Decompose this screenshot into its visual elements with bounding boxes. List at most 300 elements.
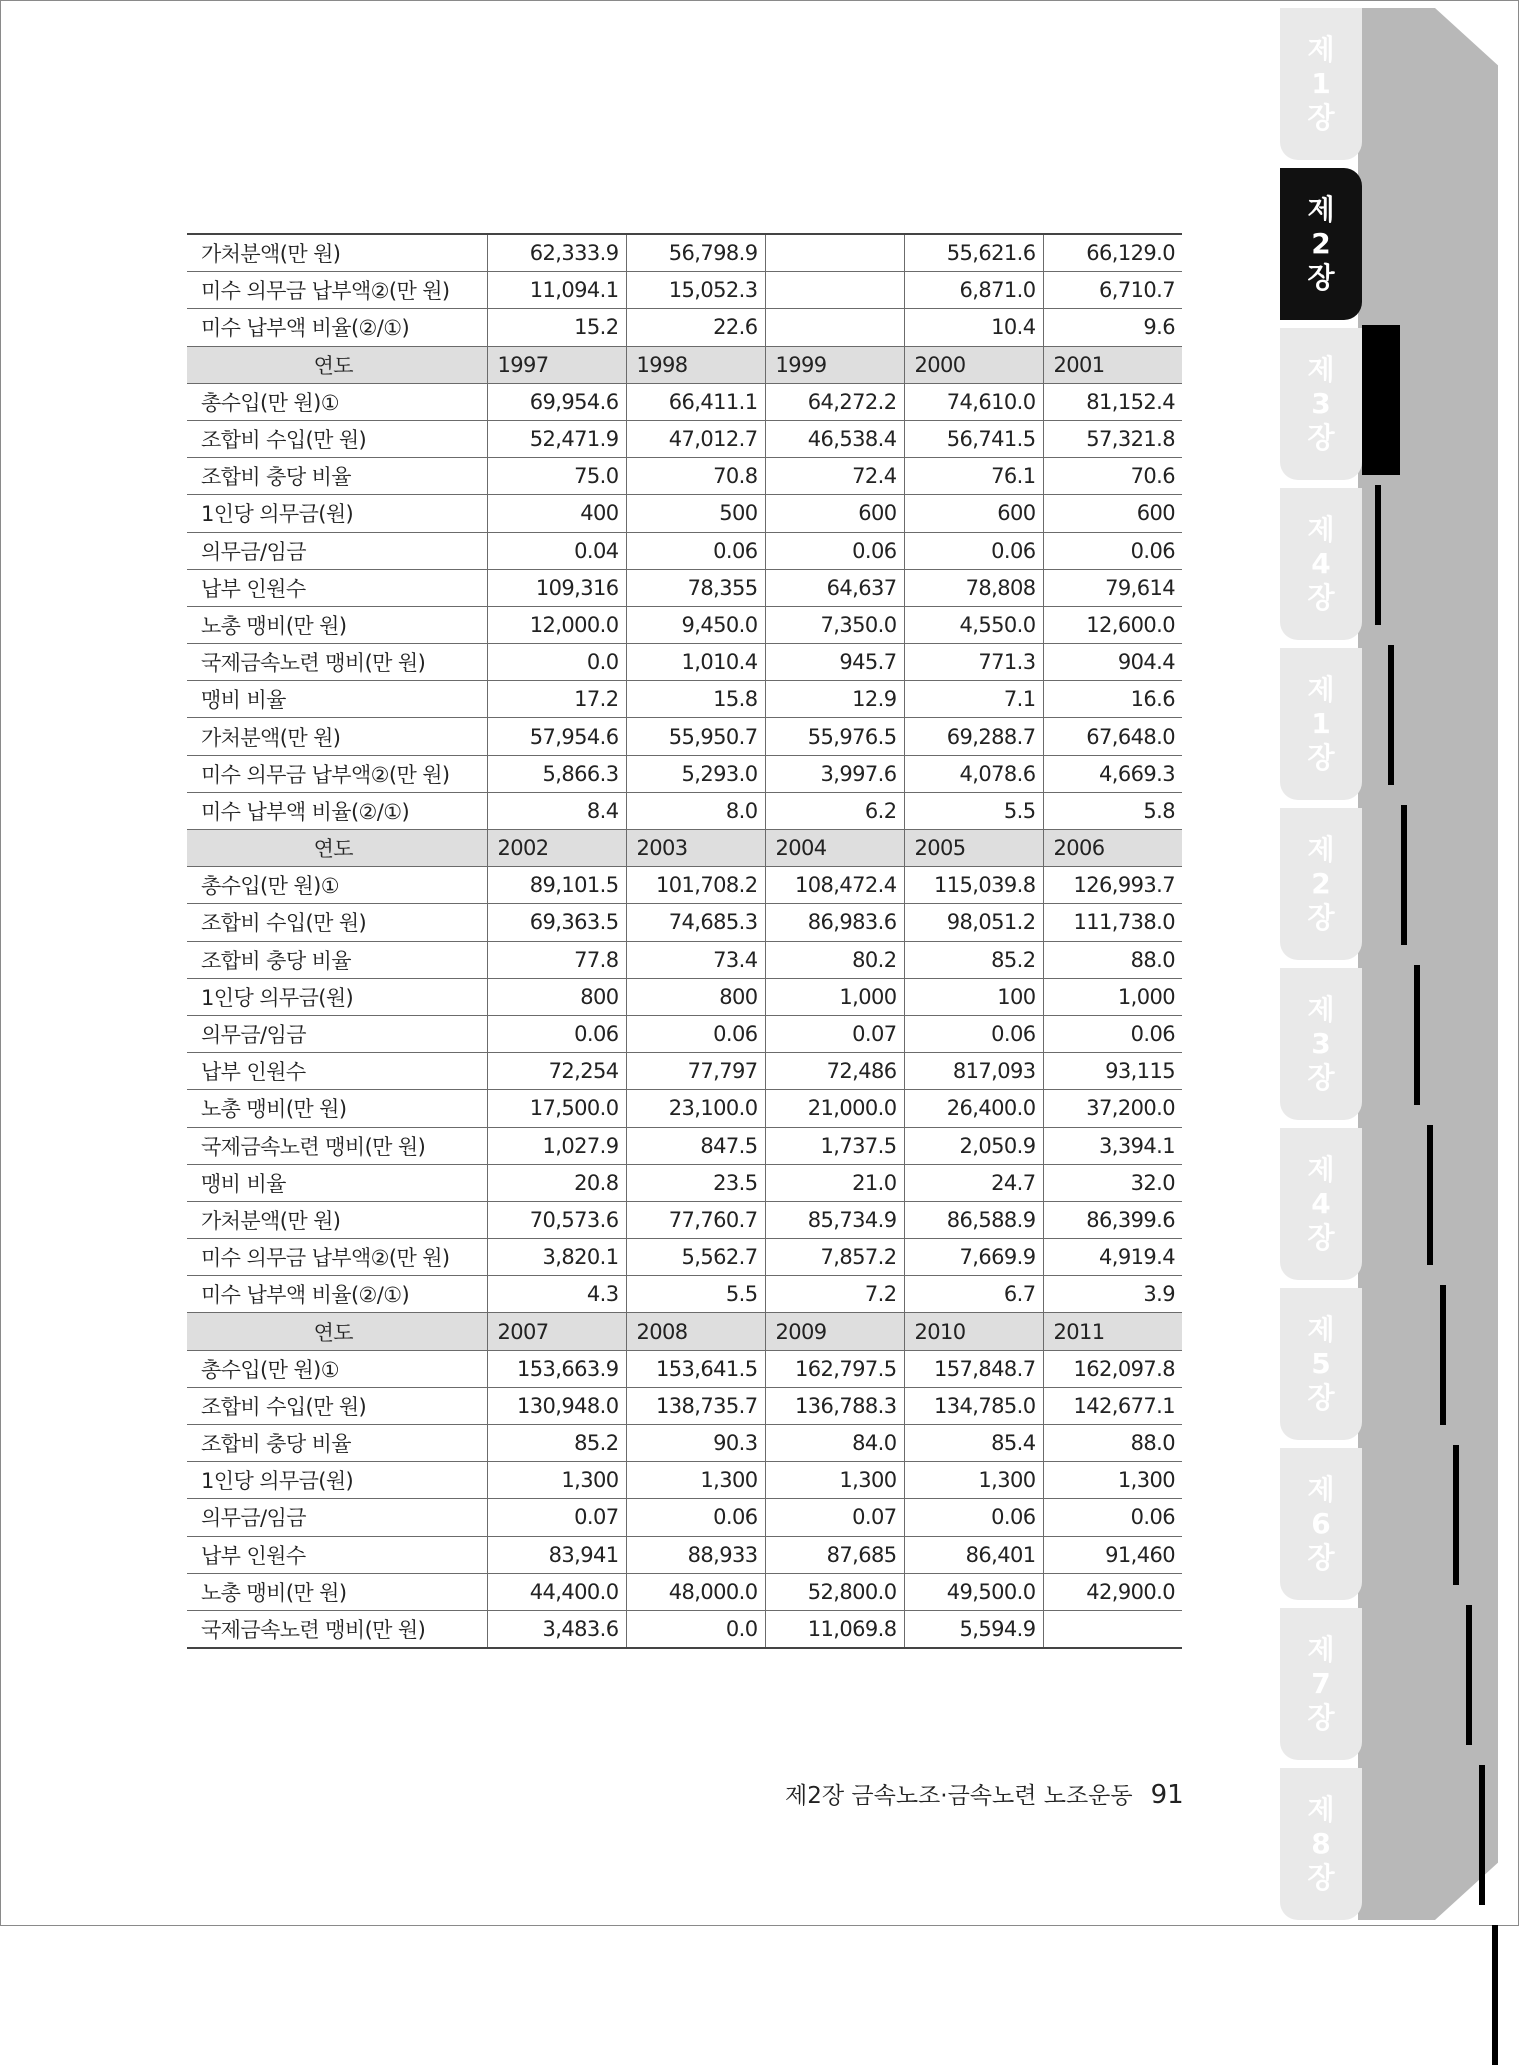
chapter-tab-num: 6: [1311, 1507, 1331, 1540]
value-cell: 0.06: [626, 1015, 765, 1052]
value-cell: 78,808: [904, 569, 1043, 606]
chapter-tab-num: 3: [1311, 1027, 1331, 1060]
row-label: 조합비 수입(만 원): [187, 1387, 487, 1424]
value-cell: 771.3: [904, 644, 1043, 681]
chapter-tab[interactable]: [1280, 328, 1362, 480]
row-label: 미수 납부액 비율(②/①): [187, 792, 487, 829]
value-cell: 42,900.0: [1043, 1573, 1182, 1610]
value-cell: 86,983.6: [765, 904, 904, 941]
value-cell: 10.4: [904, 309, 1043, 346]
page-footer: [785, 1777, 1184, 1810]
value-cell: 85,734.9: [765, 1201, 904, 1238]
year-cell: 2007: [487, 1313, 626, 1350]
row-label: 납부 인원수: [187, 569, 487, 606]
chapter-tab-num: 7: [1311, 1667, 1331, 1700]
chapter-tab-suffix: 장: [1307, 1861, 1335, 1894]
edge-marker: [1362, 325, 1400, 475]
value-cell: 1,737.5: [765, 1127, 904, 1164]
value-cell: 7,350.0: [765, 606, 904, 643]
year-cell: 1998: [626, 346, 765, 383]
chapter-tab-num: 2: [1311, 227, 1331, 260]
value-cell: 73.4: [626, 941, 765, 978]
edge-marker: [1466, 1605, 1472, 1745]
row-label: 가처분액(만 원): [187, 234, 487, 272]
value-cell: 72.4: [765, 458, 904, 495]
value-cell: 7.1: [904, 681, 1043, 718]
table-row: [187, 234, 1182, 272]
value-cell: 90.3: [626, 1425, 765, 1462]
row-label: 노총 맹비(만 원): [187, 1090, 487, 1127]
chapter-tab-num: 4: [1311, 1187, 1331, 1220]
value-cell: [765, 272, 904, 309]
chapter-tab[interactable]: [1280, 168, 1362, 320]
row-label: 연도: [187, 346, 487, 383]
value-cell: 0.06: [626, 532, 765, 569]
page-number: 91: [1150, 1780, 1184, 1810]
value-cell: 74,685.3: [626, 904, 765, 941]
value-cell: 21.0: [765, 1164, 904, 1201]
edge-marker: [1388, 645, 1394, 785]
value-cell: 5.5: [904, 792, 1043, 829]
value-cell: 0.06: [626, 1499, 765, 1536]
table-row: [187, 569, 1182, 606]
chapter-tab-prefix: 제: [1307, 993, 1335, 1026]
value-cell: 49,500.0: [904, 1573, 1043, 1610]
value-cell: 142,677.1: [1043, 1387, 1182, 1424]
value-cell: [1043, 1610, 1182, 1648]
value-cell: 0.07: [765, 1015, 904, 1052]
value-cell: 5,562.7: [626, 1239, 765, 1276]
chapter-tab[interactable]: [1280, 1768, 1362, 1920]
row-label: 노총 맹비(만 원): [187, 606, 487, 643]
table-row: [187, 1239, 1182, 1276]
value-cell: 0.06: [765, 532, 904, 569]
row-label: 미수 의무금 납부액②(만 원): [187, 755, 487, 792]
value-cell: 55,976.5: [765, 718, 904, 755]
value-cell: 57,321.8: [1043, 420, 1182, 457]
row-label: 국제금속노련 맹비(만 원): [187, 1610, 487, 1648]
row-label: 조합비 충당 비율: [187, 1425, 487, 1462]
year-cell: 1997: [487, 346, 626, 383]
union-finance-table: [187, 233, 1182, 1649]
value-cell: 77.8: [487, 941, 626, 978]
table-row: [187, 420, 1182, 457]
table-row: [187, 718, 1182, 755]
value-cell: 5,293.0: [626, 755, 765, 792]
chapter-title: 제2장 금속노조·금속노련 노조운동: [785, 1783, 1133, 1809]
table-row: [187, 941, 1182, 978]
chapter-tab-suffix: 장: [1307, 1381, 1335, 1414]
row-label: 1인당 의무금(원): [187, 978, 487, 1015]
table-row: [187, 1053, 1182, 1090]
value-cell: 0.06: [487, 1015, 626, 1052]
value-cell: 44,400.0: [487, 1573, 626, 1610]
value-cell: 26,400.0: [904, 1090, 1043, 1127]
chapter-tab-num: 1: [1311, 67, 1331, 100]
row-label: 미수 납부액 비율(②/①): [187, 309, 487, 346]
value-cell: 0.07: [765, 1499, 904, 1536]
row-label: 납부 인원수: [187, 1536, 487, 1573]
year-header-row: [187, 346, 1182, 383]
chapter-tab[interactable]: [1280, 648, 1362, 800]
value-cell: 0.06: [904, 532, 1043, 569]
value-cell: 0.0: [626, 1610, 765, 1648]
value-cell: 12,600.0: [1043, 606, 1182, 643]
table-row: [187, 792, 1182, 829]
value-cell: 130,948.0: [487, 1387, 626, 1424]
chapter-tab-num: 2: [1311, 867, 1331, 900]
value-cell: 69,954.6: [487, 383, 626, 420]
value-cell: 7,669.9: [904, 1239, 1043, 1276]
value-cell: 0.06: [904, 1499, 1043, 1536]
page-edge-panel: [1358, 8, 1498, 1920]
chapter-tab-prefix: 제: [1307, 673, 1335, 706]
table-row: [187, 1387, 1182, 1424]
chapter-tab-num: 5: [1311, 1347, 1331, 1380]
row-label: 총수입(만 원)①: [187, 383, 487, 420]
value-cell: 11,094.1: [487, 272, 626, 309]
row-label: 의무금/임금: [187, 1499, 487, 1536]
value-cell: 52,800.0: [765, 1573, 904, 1610]
value-cell: 55,950.7: [626, 718, 765, 755]
value-cell: 847.5: [626, 1127, 765, 1164]
value-cell: 81,152.4: [1043, 383, 1182, 420]
row-label: 노총 맹비(만 원): [187, 1573, 487, 1610]
value-cell: 80.2: [765, 941, 904, 978]
value-cell: 6,871.0: [904, 272, 1043, 309]
table-row: [187, 1276, 1182, 1313]
chapter-tab[interactable]: [1280, 1288, 1362, 1440]
value-cell: 85.2: [487, 1425, 626, 1462]
value-cell: 64,637: [765, 569, 904, 606]
chapter-tab-suffix: 장: [1307, 421, 1335, 454]
value-cell: 1,027.9: [487, 1127, 626, 1164]
value-cell: 4,669.3: [1043, 755, 1182, 792]
value-cell: 66,129.0: [1043, 234, 1182, 272]
row-label: 조합비 충당 비율: [187, 941, 487, 978]
value-cell: 153,663.9: [487, 1350, 626, 1387]
value-cell: 12,000.0: [487, 606, 626, 643]
row-label: 1인당 의무금(원): [187, 1462, 487, 1499]
table-row: [187, 1015, 1182, 1052]
value-cell: 817,093: [904, 1053, 1043, 1090]
value-cell: 115,039.8: [904, 867, 1043, 904]
table-row: [187, 1610, 1182, 1648]
chapter-tab[interactable]: [1280, 1608, 1362, 1760]
value-cell: 72,254: [487, 1053, 626, 1090]
table-row: [187, 532, 1182, 569]
value-cell: 3,483.6: [487, 1610, 626, 1648]
row-label: 맹비 비율: [187, 1164, 487, 1201]
year-cell: 2005: [904, 830, 1043, 867]
row-label: 미수 납부액 비율(②/①): [187, 1276, 487, 1313]
value-cell: 48,000.0: [626, 1573, 765, 1610]
value-cell: 47,012.7: [626, 420, 765, 457]
value-cell: 75.0: [487, 458, 626, 495]
value-cell: 57,954.6: [487, 718, 626, 755]
value-cell: 7,857.2: [765, 1239, 904, 1276]
value-cell: 6.7: [904, 1276, 1043, 1313]
value-cell: 88,933: [626, 1536, 765, 1573]
value-cell: 85.2: [904, 941, 1043, 978]
value-cell: 5,594.9: [904, 1610, 1043, 1648]
row-label: 조합비 수입(만 원): [187, 420, 487, 457]
value-cell: 8.4: [487, 792, 626, 829]
table-row: [187, 272, 1182, 309]
value-cell: 126,993.7: [1043, 867, 1182, 904]
value-cell: 15.8: [626, 681, 765, 718]
table-row: [187, 1164, 1182, 1201]
value-cell: 0.07: [487, 1499, 626, 1536]
table-row: [187, 495, 1182, 532]
table-row: [187, 458, 1182, 495]
value-cell: 93,115: [1043, 1053, 1182, 1090]
chapter-tab-suffix: 장: [1307, 1061, 1335, 1094]
row-label: 조합비 충당 비율: [187, 458, 487, 495]
year-cell: 2006: [1043, 830, 1182, 867]
value-cell: 4,919.4: [1043, 1239, 1182, 1276]
value-cell: 86,401: [904, 1536, 1043, 1573]
value-cell: 157,848.7: [904, 1350, 1043, 1387]
chapter-tab[interactable]: [1280, 808, 1362, 960]
value-cell: 0.06: [1043, 532, 1182, 569]
year-cell: 2000: [904, 346, 1043, 383]
table-row: [187, 1499, 1182, 1536]
value-cell: 600: [904, 495, 1043, 532]
value-cell: 600: [1043, 495, 1182, 532]
value-cell: 76.1: [904, 458, 1043, 495]
value-cell: 11,069.8: [765, 1610, 904, 1648]
chapter-tab-prefix: 제: [1307, 33, 1335, 66]
value-cell: 162,097.8: [1043, 1350, 1182, 1387]
value-cell: 98,051.2: [904, 904, 1043, 941]
value-cell: 70,573.6: [487, 1201, 626, 1238]
edge-marker: [1414, 965, 1420, 1105]
value-cell: 15,052.3: [626, 272, 765, 309]
row-label: 납부 인원수: [187, 1053, 487, 1090]
value-cell: 0.06: [1043, 1015, 1182, 1052]
chapter-tab-suffix: 장: [1307, 101, 1335, 134]
value-cell: 4,550.0: [904, 606, 1043, 643]
value-cell: 904.4: [1043, 644, 1182, 681]
value-cell: 62,333.9: [487, 234, 626, 272]
value-cell: 800: [626, 978, 765, 1015]
value-cell: 136,788.3: [765, 1387, 904, 1424]
value-cell: 69,363.5: [487, 904, 626, 941]
row-label: 의무금/임금: [187, 532, 487, 569]
value-cell: 6.2: [765, 792, 904, 829]
value-cell: [765, 234, 904, 272]
value-cell: 85.4: [904, 1425, 1043, 1462]
value-cell: 17.2: [487, 681, 626, 718]
chapter-tab-prefix: 제: [1307, 513, 1335, 546]
value-cell: 101,708.2: [626, 867, 765, 904]
chapter-tab-num: 1: [1311, 707, 1331, 740]
value-cell: 70.6: [1043, 458, 1182, 495]
table-row: [187, 904, 1182, 941]
table-row: [187, 1425, 1182, 1462]
value-cell: 16.6: [1043, 681, 1182, 718]
year-cell: 2009: [765, 1313, 904, 1350]
value-cell: 12.9: [765, 681, 904, 718]
table-row: [187, 606, 1182, 643]
value-cell: 87,685: [765, 1536, 904, 1573]
chapter-tab-prefix: 제: [1307, 353, 1335, 386]
row-label: 가처분액(만 원): [187, 1201, 487, 1238]
table-row: [187, 681, 1182, 718]
year-cell: 2008: [626, 1313, 765, 1350]
chapter-tab[interactable]: [1280, 1128, 1362, 1280]
value-cell: 1,300: [765, 1462, 904, 1499]
value-cell: 23.5: [626, 1164, 765, 1201]
chapter-tab-suffix: 장: [1307, 901, 1335, 934]
value-cell: 3.9: [1043, 1276, 1182, 1313]
value-cell: 78,355: [626, 569, 765, 606]
value-cell: 37,200.0: [1043, 1090, 1182, 1127]
value-cell: 55,621.6: [904, 234, 1043, 272]
year-cell: 2004: [765, 830, 904, 867]
value-cell: 21,000.0: [765, 1090, 904, 1127]
value-cell: 1,300: [626, 1462, 765, 1499]
value-cell: 0.0: [487, 644, 626, 681]
year-cell: 2002: [487, 830, 626, 867]
chapter-tab-suffix: 장: [1307, 1541, 1335, 1574]
chapter-tab-prefix: 제: [1307, 1793, 1335, 1826]
value-cell: 3,820.1: [487, 1239, 626, 1276]
value-cell: 24.7: [904, 1164, 1043, 1201]
value-cell: 56,741.5: [904, 420, 1043, 457]
value-cell: 70.8: [626, 458, 765, 495]
value-cell: 91,460: [1043, 1536, 1182, 1573]
chapter-tab-suffix: 장: [1307, 741, 1335, 774]
row-label: 의무금/임금: [187, 1015, 487, 1052]
value-cell: 1,300: [1043, 1462, 1182, 1499]
value-cell: 109,316: [487, 569, 626, 606]
value-cell: 111,738.0: [1043, 904, 1182, 941]
value-cell: 3,997.6: [765, 755, 904, 792]
edge-marker: [1453, 1445, 1459, 1585]
value-cell: 400: [487, 495, 626, 532]
row-label: 미수 의무금 납부액②(만 원): [187, 1239, 487, 1276]
value-cell: 20.8: [487, 1164, 626, 1201]
row-label: 국제금속노련 맹비(만 원): [187, 644, 487, 681]
value-cell: 134,785.0: [904, 1387, 1043, 1424]
value-cell: 9.6: [1043, 309, 1182, 346]
chapter-tab-suffix: 장: [1307, 1221, 1335, 1254]
table-row: [187, 1350, 1182, 1387]
chapter-tab-prefix: 제: [1307, 833, 1335, 866]
chapter-tab-num: 4: [1311, 547, 1331, 580]
chapter-tab-prefix: 제: [1307, 1473, 1335, 1506]
chapter-tab-prefix: 제: [1307, 193, 1335, 226]
value-cell: 500: [626, 495, 765, 532]
edge-marker: [1479, 1765, 1485, 1905]
value-cell: 4.3: [487, 1276, 626, 1313]
value-cell: 162,797.5: [765, 1350, 904, 1387]
table-row: [187, 1201, 1182, 1238]
value-cell: [765, 309, 904, 346]
value-cell: 67,648.0: [1043, 718, 1182, 755]
value-cell: 1,010.4: [626, 644, 765, 681]
table-row: [187, 1090, 1182, 1127]
table-row: [187, 644, 1182, 681]
row-label: 미수 의무금 납부액②(만 원): [187, 272, 487, 309]
value-cell: 0.04: [487, 532, 626, 569]
value-cell: 88.0: [1043, 1425, 1182, 1462]
value-cell: 89,101.5: [487, 867, 626, 904]
value-cell: 138,735.7: [626, 1387, 765, 1424]
value-cell: 64,272.2: [765, 383, 904, 420]
value-cell: 88.0: [1043, 941, 1182, 978]
value-cell: 23,100.0: [626, 1090, 765, 1127]
value-cell: 600: [765, 495, 904, 532]
table-row: [187, 309, 1182, 346]
chapter-tab[interactable]: [1280, 488, 1362, 640]
value-cell: 5.5: [626, 1276, 765, 1313]
table-row: [187, 867, 1182, 904]
row-label: 연도: [187, 1313, 487, 1350]
row-label: 1인당 의무금(원): [187, 495, 487, 532]
value-cell: 1,300: [487, 1462, 626, 1499]
edge-marker: [1427, 1125, 1433, 1265]
chapter-tab[interactable]: [1280, 968, 1362, 1120]
value-cell: 69,288.7: [904, 718, 1043, 755]
value-cell: 84.0: [765, 1425, 904, 1462]
row-label: 가처분액(만 원): [187, 718, 487, 755]
value-cell: 1,000: [765, 978, 904, 1015]
chapter-tab-suffix: 장: [1307, 1701, 1335, 1734]
value-cell: 46,538.4: [765, 420, 904, 457]
value-cell: 56,798.9: [626, 234, 765, 272]
value-cell: 0.06: [1043, 1499, 1182, 1536]
table-row: [187, 1127, 1182, 1164]
table-row: [187, 1462, 1182, 1499]
chapter-tab-prefix: 제: [1307, 1313, 1335, 1346]
value-cell: 8.0: [626, 792, 765, 829]
edge-marker: [1401, 805, 1407, 945]
chapter-tab-prefix: 제: [1307, 1633, 1335, 1666]
value-cell: 17,500.0: [487, 1090, 626, 1127]
value-cell: 800: [487, 978, 626, 1015]
value-cell: 74,610.0: [904, 383, 1043, 420]
value-cell: 86,399.6: [1043, 1201, 1182, 1238]
value-cell: 6,710.7: [1043, 272, 1182, 309]
value-cell: 66,411.1: [626, 383, 765, 420]
chapter-tab-num: 8: [1311, 1827, 1331, 1860]
table-row: [187, 978, 1182, 1015]
chapter-tab[interactable]: [1280, 1448, 1362, 1600]
value-cell: 3,394.1: [1043, 1127, 1182, 1164]
year-cell: 1999: [765, 346, 904, 383]
table-row: [187, 1536, 1182, 1573]
chapter-tab-suffix: 장: [1307, 581, 1335, 614]
value-cell: 9,450.0: [626, 606, 765, 643]
table-row: [187, 755, 1182, 792]
value-cell: 1,000: [1043, 978, 1182, 1015]
value-cell: 0.06: [904, 1015, 1043, 1052]
row-label: 연도: [187, 830, 487, 867]
year-header-row: [187, 1313, 1182, 1350]
value-cell: 86,588.9: [904, 1201, 1043, 1238]
value-cell: 83,941: [487, 1536, 626, 1573]
chapter-tab[interactable]: [1280, 8, 1362, 160]
chapter-tab-num: 3: [1311, 387, 1331, 420]
table-row: [187, 383, 1182, 420]
chapter-tab-suffix: 장: [1307, 261, 1335, 294]
value-cell: 100: [904, 978, 1043, 1015]
year-cell: 2001: [1043, 346, 1182, 383]
row-label: 조합비 수입(만 원): [187, 904, 487, 941]
